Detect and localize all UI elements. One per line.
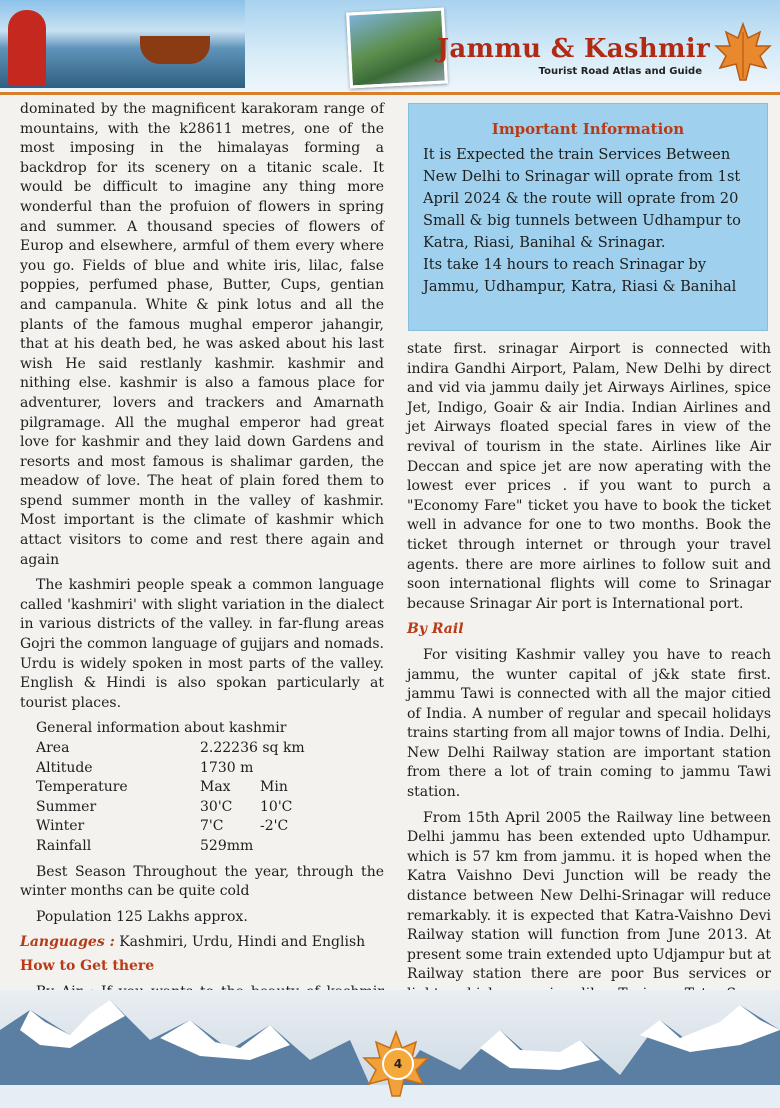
table-cell: Winter [36,818,85,835]
maple-leaf-icon [714,22,772,82]
languages-value: Kashmiri, Urdu, Hindi and English [119,934,366,951]
table-cell: Altitude [36,759,93,776]
table-cell: Temperature [36,779,128,796]
by-rail-heading: By Rail [407,621,464,638]
important-info-text-1: It is Expected the train Services Between New Delhi to Srinagar will oprate from 1st April 2024 & the route will oprate from 20 Small & big tunnels between Udhampur to Katra, Riasi, Banihal & Srinagar. [423,146,741,251]
important-info-title: Important Information [491,120,685,138]
how-to-get-there-heading: How to Get there [20,957,155,974]
header-photo-lake [0,0,245,88]
table-row [36,759,330,779]
important-info-box [408,103,768,331]
table-row [36,739,330,759]
table-cell: Max [200,779,231,796]
page-title: Jammu & Kashmir [436,34,710,64]
table-row [36,778,330,798]
population-text: Population 125 Lakhs approx. [36,908,248,925]
important-info-text-2: Its take 14 hours to reach Srinagar by Jammu, Udhampur, Katra, Riasi & Banihal [423,256,737,295]
table-cell: 10'C [260,798,293,815]
table-cell: Summer [36,798,97,815]
best-season-text: Best Season Throughout the year, through the winter months can be quite cold [20,863,384,900]
right-column [407,340,771,1044]
page-subtitle: Tourist Road Atlas and Guide [538,66,702,77]
table-row [36,817,330,837]
header-photo-person [8,10,46,86]
table-cell: 1730 m [200,759,254,776]
table-cell: 7'C [200,818,224,835]
page-number: 4 [382,1048,414,1080]
languages-line [20,933,384,953]
air-travel-paragraph: state first. srinagar Airport is connected with indira Gandhi Airport, Palam, New Delhi by direct and vid via jammu daily jet Airways Airlines, spice Jet, Indigo, Goair & air India. Indian Airlines and jet Airways floated special fares in view of the revival of tourism in the state. Airlines like Air Deccan and spice jet are now aperating with the lowest ever prices . if you want to purch a "Economy Fare" ticket you have to book the ticket well in advance for one to two months. Book the ticket through internet or through your travel agents. there are more airlines to follow suit and soon international flights will come to Srinagar because Srinagar Air port is International port. [407,341,771,612]
header-photo-shikara [140,36,210,64]
page-header [0,0,780,95]
table-cell: Area [36,740,70,756]
languages-label: Languages : [20,934,115,951]
table-row [36,798,330,818]
language-paragraph: The kashmiri people speak a common language called 'kashmiri' with slight variation in the dialect in various districts of the valley. in far-flung areas Gojri the common language of gujjars and nomads. Urdu is widely spoken in most parts of the valley. English & Hindi is also spokan particularly at tourist places. [20,577,384,711]
left-column [20,100,384,1041]
table-cell: Rainfall [36,837,92,854]
rail-paragraph-1: For visiting Kashmir valley you have to reach jammu, the wunter capital of j&k state first. jammu Tawi is connected with all the major citied of India. A number of regular and specail holidays trains starting from all major towns of India. Delhi, New Delhi Railway station are important station from there a lot of train coming to jammu Tawi station. [407,646,771,801]
table-cell: 2.22236 sq km [200,740,305,756]
table-row [36,837,330,857]
table-cell: -2'C [260,818,289,835]
table-cell: Min [260,779,288,796]
intro-paragraph: dominated by the magnificent karakoram range of mountains, with the k28611 metres, one of the most imposing in the himalayas forming a backdrop for its scenery on a titanic scale. It would be difficult to imagine any thing more wonderful than the profuion of flowers in spring and summer. A thousand species of flowers of Europ and elsewhere, armful of them every where you go. Fields of blue and white iris, lilac, false poppies, perfumed phase, Butter, Cups, gentian and campanula. White & pink lotus and all the plants of the famous mughal emperor jahangir, that at his death bed, he was asked about his last wish He said restlanly kashmir. kashmir and nithing else. kashmir is also a famous place for adventurer, lovers and trackers and Amarnath pilgramage. All the mughal emperor had great love for kashmir and they laid down Gardens and resorts and most famous is shalimar garden, the meadow of love. The heat of plain fored them to spend summer month in the valley of kashmir. Most important is the climate of kashmir which attact visitors to come and rest there again and again [20,101,384,568]
table-cell: 30'C [200,798,233,815]
header-photo-valley [346,7,448,88]
general-info-table [36,739,330,857]
general-info-heading: General information about kashmir [36,720,287,737]
table-cell: 529mm [200,837,254,854]
rail-paragraph-2: From 15th April 2005 the Railway line between Delhi jammu has been extended upto Udhampur. which is 57 km from jammu. it is hoped when the Katra Vaishno Devi Junction will be ready the distance between New Delhi-Srinagar will reduce remarkably. it is expected that Katra-Vaishno Devi Railway station will function from June 2013. At present some train extended upto Udjampur but at Railway station there are poor Bus services or [407,809,771,983]
